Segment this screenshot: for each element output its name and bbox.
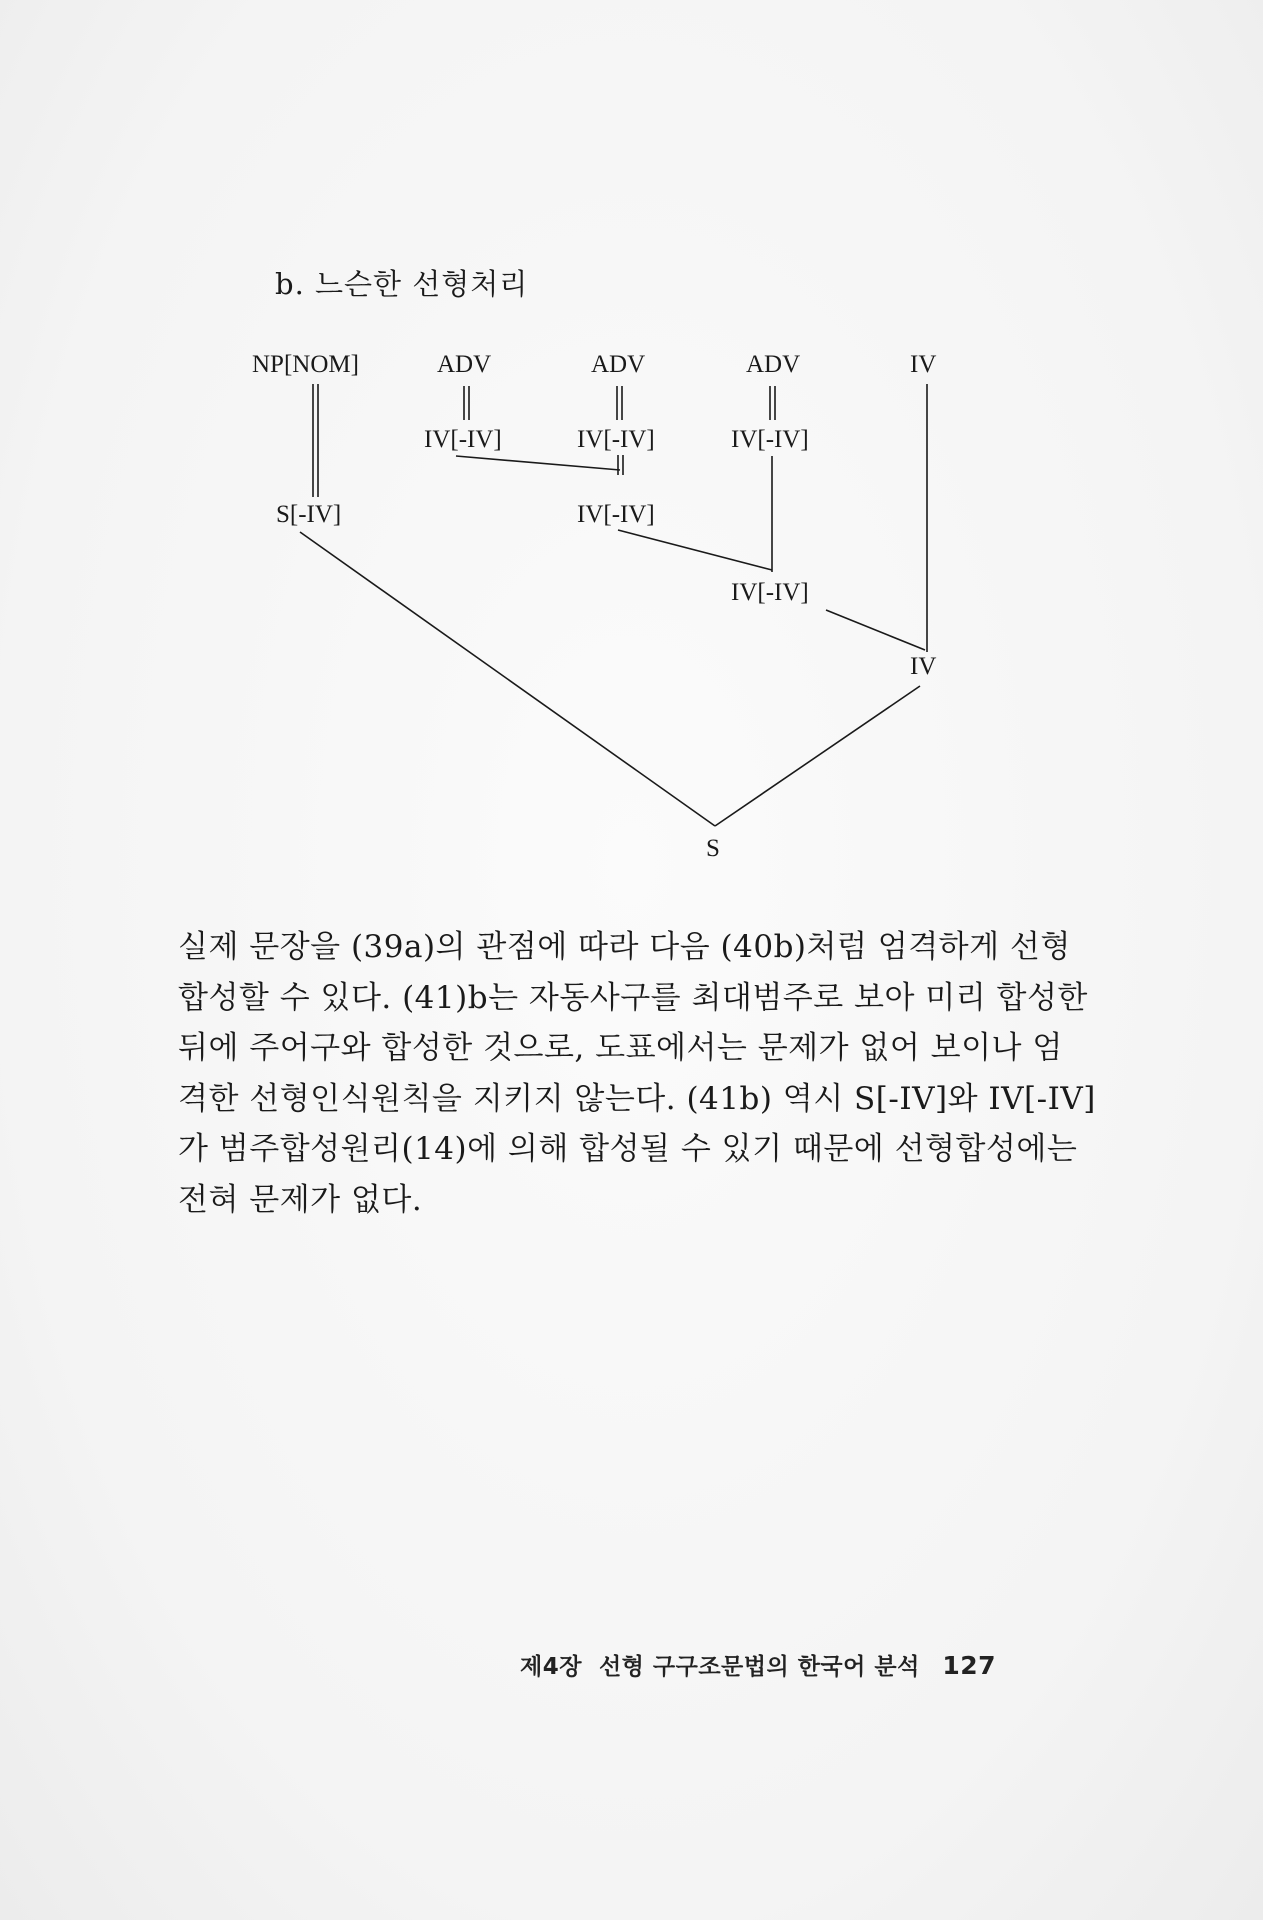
node-adv-1: ADV	[437, 351, 492, 378]
node-iv-mid: IV	[910, 653, 937, 680]
node-iv-minus-iv-combined-1: IV[-IV]	[577, 501, 655, 528]
paragraph-line: 가 범주합성원리(14)에 의해 합성될 수 있기 때문에 선형합성에는	[178, 1131, 1078, 1167]
paragraph-line: 전혀 문제가 없다.	[178, 1181, 423, 1218]
running-footer	[520, 1648, 996, 1681]
body-paragraph	[178, 922, 1096, 1225]
node-iv-minus-iv-combined-2: IV[-IV]	[731, 579, 809, 606]
node-np-nom: NP[NOM]	[252, 351, 359, 378]
node-iv-minus-iv-3: IV[-IV]	[731, 426, 809, 453]
node-iv-minus-iv-2: IV[-IV]	[577, 426, 655, 453]
node-iv-top: IV	[910, 351, 937, 378]
paragraph-line: 뒤에 주어구와 합성한 것으로, 도표에서는 문제가 없어 보이나 엄	[178, 1030, 1063, 1066]
node-iv-minus-iv-1: IV[-IV]	[424, 426, 502, 453]
node-adv-2: ADV	[591, 351, 646, 378]
derivation-tree	[0, 0, 1263, 900]
chapter-title: 제4장 선형 구구조문법의 한국어 분석	[520, 1654, 920, 1680]
page-number: 127	[942, 1651, 997, 1680]
example-heading: b. 느슨한 선형처리	[275, 267, 529, 301]
paragraph-line: 합성할 수 있다. (41)b는 자동사구를 최대범주로 보아 미리 합성한	[178, 979, 1088, 1016]
node-adv-3: ADV	[746, 351, 801, 378]
node-s-minus-iv: S[-IV]	[276, 501, 342, 528]
equivalence-lines	[313, 384, 775, 497]
paragraph-line: 격한 선형인식원칙을 지키지 않는다. (41b) 역시 S[-IV]와 IV[-IV]	[178, 1080, 1096, 1117]
paragraph-line: 실제 문장을 (39a)의 관점에 따라 다음 (40b)처럼 엄격하게 선형	[178, 929, 1071, 965]
node-s-root: S	[706, 835, 720, 862]
